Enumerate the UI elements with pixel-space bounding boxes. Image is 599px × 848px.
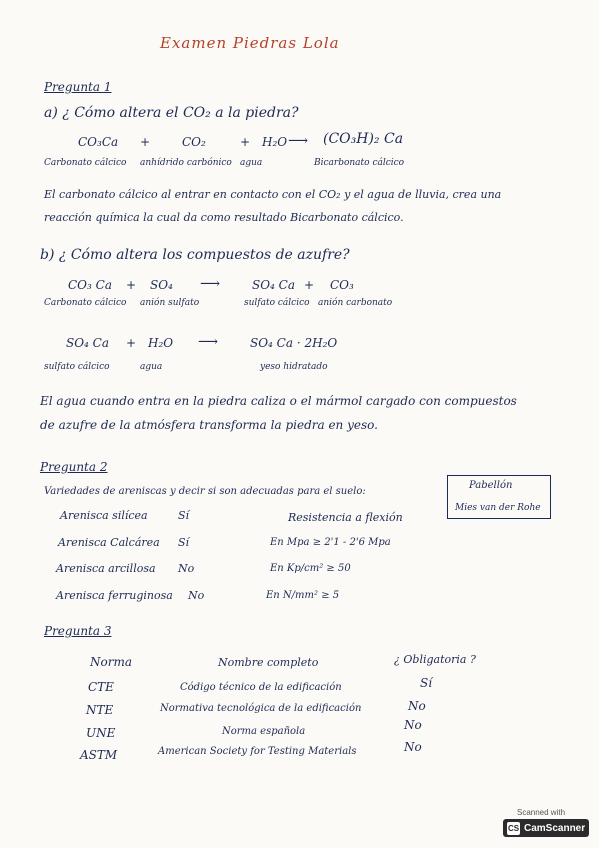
heading-pregunta-1: Pregunta 1 (44, 80, 112, 94)
q1-b-text-line-2: de azufre de la atmósfera transforma la piedra en yeso. (40, 418, 378, 432)
q2-row-3-detail: En Kp/cm² ≥ 50 (270, 563, 351, 574)
q1-b1-term-2: SO₄ (150, 278, 173, 292)
q2-row-2-answer: Sí (178, 536, 190, 549)
q1-a-text-line-2: reacción química la cual da como resultado Bicarbonato cálcico. (44, 211, 404, 224)
q1-b1-term-1: CO₃ Ca (68, 278, 112, 292)
q1-a-label-1: Carbonato cálcico (44, 158, 127, 168)
q2-row-1-answer: Sí (178, 509, 190, 522)
box-line-2: Mies van der Rohe (455, 503, 541, 513)
q1-a-term-1: CO₃Ca (78, 135, 119, 149)
q1-b1-label-4: anión carbonato (318, 298, 393, 308)
watermark-caption: Scanned with (517, 808, 566, 817)
q1-b1-label-3: sulfato cálcico (244, 298, 310, 308)
q3-row-3-obligatoria: No (404, 718, 422, 732)
q1-b1-plus-2: + (304, 278, 315, 292)
q1-b1-plus-1: + (126, 278, 137, 292)
q3-row-4-nombre: American Society for Testing Materials (158, 746, 357, 757)
q2-row-2-detail: En Mpa ≥ 2'1 - 2'6 Mpa (270, 537, 391, 548)
q1-b1-term-3: SO₄ Ca (252, 278, 296, 292)
q1-b2-term-1: SO₄ Ca (66, 336, 110, 350)
q1-a-label-3: agua (240, 158, 263, 168)
q1-b1-term-4: CO₃ (330, 278, 354, 292)
q3-row-2-obligatoria: No (408, 699, 426, 713)
q2-row-4-name: Arenisca ferruginosa (56, 589, 173, 602)
q1-b2-label-2: agua (140, 362, 163, 372)
q1-a-term-2: CO₂ (182, 135, 206, 149)
camscanner-watermark (503, 808, 589, 838)
q1-b2-label-3: yeso hidratado (260, 362, 328, 372)
q1-b1-label-1: Carbonato cálcico (44, 298, 127, 308)
q3-row-4-obligatoria: No (404, 740, 422, 754)
q2-row-4-detail: En N/mm² ≥ 5 (266, 590, 340, 601)
q1-b2-term-2: H₂O (148, 336, 174, 350)
page-title: Examen Piedras Lola (160, 34, 340, 52)
q3-row-1-obligatoria: Sí (420, 676, 433, 690)
q1-a-label-4: Bicarbonato cálcico (314, 158, 405, 168)
q3-row-1-norma: CTE (88, 680, 114, 694)
q2-row-4-answer: No (188, 589, 205, 602)
q1-b1-label-2: anión sulfato (140, 298, 200, 308)
q3-row-2-norma: NTE (86, 703, 114, 717)
q1-a-plus-1: + (140, 135, 151, 149)
q3-header-norma: Norma (90, 655, 132, 669)
q3-row-3-nombre: Norma española (222, 726, 306, 737)
heading-pregunta-2: Pregunta 2 (40, 460, 108, 474)
q1-b-text-line-1: El agua cuando entra en la piedra caliza o el mármol cargado con compuestos (40, 394, 517, 408)
q2-intro: Variedades de areniscas y decir si son adecuadas para el suelo: (44, 486, 366, 497)
camscanner-logo-icon: CS (507, 823, 520, 833)
q1-a-text-line-1: El carbonato cálcico al entrar en contacto con el CO₂ y el agua de lluvia, crea una (44, 188, 502, 201)
watermark-label: CamScanner (524, 822, 586, 834)
q2-row-2-name: Arenisca Calcárea (58, 536, 160, 549)
heading-pregunta-3: Pregunta 3 (44, 624, 112, 638)
q3-row-3-norma: UNE (86, 726, 116, 740)
q1-a-term-3: H₂O (262, 135, 288, 149)
q1-b2-label-1: sulfato cálcico (44, 362, 110, 372)
q1-a-plus-2: + (240, 135, 251, 149)
q1-a-label-2: anhídrido carbónico (140, 158, 232, 168)
q2-row-1-detail: Resistencia a flexión (288, 511, 403, 524)
box-line-1: Pabellón (469, 480, 513, 491)
q1-b2-plus-1: + (126, 336, 137, 350)
q2-row-1-name: Arenisca silícea (60, 509, 148, 522)
q3-header-nombre: Nombre completo (218, 656, 319, 669)
q1-b2-arrow: ⟶ (198, 334, 219, 350)
q1-b2-term-3: SO₄ Ca · 2H₂O (250, 336, 338, 350)
q3-row-4-norma: ASTM (80, 748, 118, 762)
q3-header-obligatoria: ¿ Obligatoria ? (394, 653, 476, 666)
q1-a-term-4: (CO₃H)₂ Ca (323, 131, 404, 147)
q1-a-arrow: ⟶ (288, 133, 309, 149)
q1-a-question: a) ¿ Cómo altera el CO₂ a la piedra? (44, 105, 299, 121)
q2-row-3-name: Arenisca arcillosa (56, 562, 156, 575)
q1-b-question: b) ¿ Cómo altera los compuestos de azufre? (40, 247, 350, 263)
q3-row-1-nombre: Código técnico de la edificación (180, 682, 342, 693)
q2-row-3-answer: No (178, 562, 195, 575)
q1-b1-arrow: ⟶ (200, 276, 221, 292)
q3-row-2-nombre: Normativa tecnológica de la edificación (160, 703, 362, 714)
watermark-bar (503, 819, 589, 837)
